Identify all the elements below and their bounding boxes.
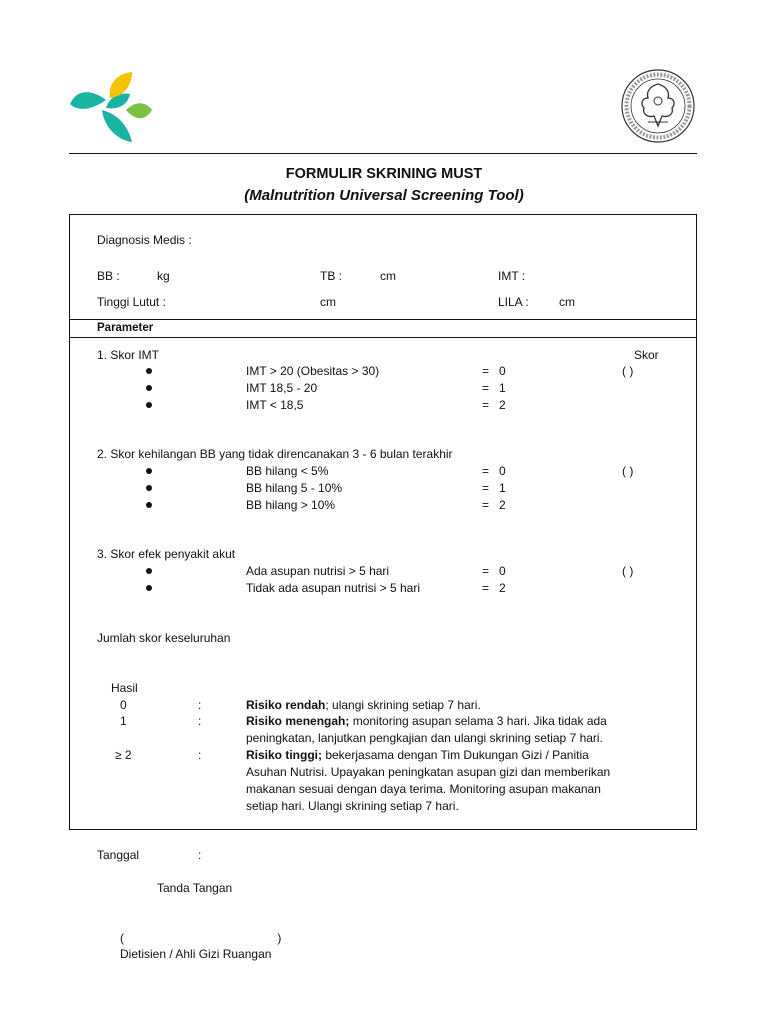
bullet-icon (146, 402, 152, 408)
criteria-label: Tidak ada asupan nutrisi > 5 hari (246, 581, 420, 595)
hasil-colon: : (198, 698, 202, 712)
equals-sign: = (482, 564, 490, 578)
criteria-value: 1 (499, 481, 506, 495)
parameter-rule-bottom (69, 337, 697, 338)
hasil-score: 1 (120, 714, 127, 728)
tinggi-lutut-unit: cm (320, 295, 336, 309)
logo-leaf-teal-center (106, 94, 130, 109)
criteria-value: 2 (499, 581, 506, 595)
diagnosis-label: Diagnosis Medis : (97, 233, 192, 247)
score-box: ( ) (622, 364, 634, 378)
lila-label: LILA : (498, 295, 529, 309)
tb-unit: cm (380, 269, 396, 283)
criteria-value: 0 (499, 364, 506, 378)
bb-label: BB : (97, 269, 120, 283)
bullet-icon (146, 568, 152, 574)
criteria-label: BB hilang 5 - 10% (246, 481, 343, 495)
hasil-colon: : (198, 748, 202, 762)
form-title: FORMULIR SKRINING MUST (285, 166, 483, 182)
criteria-label: Ada asupan nutrisi > 5 hari (246, 564, 390, 578)
bullet-icon (146, 502, 152, 508)
hasil-colon: : (198, 714, 202, 728)
tanggal-colon: : (198, 848, 202, 862)
hasil-description (246, 713, 641, 747)
bullet-icon (146, 585, 152, 591)
risk-text: monitoring asupan selama 3 hari. Jika tidak ada peningkatan, lanjutkan pengkajian dan ulangi skrining setiap 7 hari. (246, 714, 607, 745)
criteria-label: IMT > 20 (Obesitas > 30) (246, 364, 380, 378)
risk-text: ; ulangi skrining setiap 7 hari. (325, 698, 481, 712)
section-title: 2. Skor kehilangan BB yang tidak direncanakan 3 - 6 bulan terakhir (97, 447, 453, 461)
skor-heading: Skor (634, 348, 659, 362)
risk-level: Risiko tinggi; (246, 748, 322, 762)
criteria-value: 1 (499, 381, 506, 395)
criteria-label: BB hilang < 5% (246, 464, 329, 478)
parameter-rule-top (69, 319, 697, 320)
bb-unit: kg (157, 269, 170, 283)
ministry-seal (620, 68, 696, 144)
hasil-score: ≥ 2 (115, 748, 132, 762)
form-subtitle: (Malnutrition Universal Screening Tool) (244, 187, 524, 204)
logo-leaf-teal-bottom (102, 110, 132, 142)
bullet-icon (146, 368, 152, 374)
risk-text: bekerjasama dengan Tim Dukungan Gizi / Panitia Asuhan Nutrisi. Upayakan peningkatan asupan gizi dan memberikan makanan sesuai dengan daya terima. Monitoring asupan makanan setiap hari. Ulangi skrining setiap 7 hari. (246, 748, 611, 813)
bullet-icon (146, 385, 152, 391)
criteria-value: 0 (499, 564, 506, 578)
criteria-label: BB hilang > 10% (246, 498, 336, 512)
hasil-description (246, 747, 631, 815)
tb-label: TB : (320, 269, 343, 283)
score-box: ( ) (622, 464, 634, 478)
kemenkes-logo (70, 70, 152, 144)
equals-sign: = (482, 481, 490, 495)
hasil-description (246, 697, 646, 714)
hasil-label: Hasil (111, 681, 138, 695)
score-box: ( ) (622, 564, 634, 578)
imt-label: IMT : (498, 269, 526, 283)
bullet-icon (146, 468, 152, 474)
header-rule (69, 153, 697, 154)
equals-sign: = (482, 364, 490, 378)
criteria-value: 0 (499, 464, 506, 478)
criteria-value: 2 (499, 398, 506, 412)
equals-sign: = (482, 464, 490, 478)
logo-leaf-green (126, 103, 152, 118)
hasil-score: 0 (120, 698, 127, 712)
tanggal-label: Tanggal (97, 848, 140, 862)
risk-level: Risiko menengah; (246, 714, 350, 728)
lila-unit: cm (559, 295, 575, 309)
total-score-label: Jumlah skor keseluruhan (97, 631, 231, 645)
equals-sign: = (482, 381, 490, 395)
criteria-value: 2 (499, 498, 506, 512)
tinggi-lutut-label: Tinggi Lutut : (97, 295, 166, 309)
section-title: 3. Skor efek penyakit akut (97, 547, 236, 561)
parameter-heading: Parameter (97, 322, 154, 334)
section-title: 1. Skor IMT (97, 348, 160, 362)
logo-leaf-teal-top (70, 92, 106, 109)
signature-line: ( ) (120, 931, 282, 945)
signature-label: Tanda Tangan (157, 881, 233, 895)
risk-level: Risiko rendah (246, 698, 326, 712)
criteria-label: IMT < 18,5 (246, 398, 304, 412)
equals-sign: = (482, 398, 490, 412)
equals-sign: = (482, 581, 490, 595)
bullet-icon (146, 485, 152, 491)
signer-role: Dietisien / Ahli Gizi Ruangan (120, 947, 272, 961)
criteria-label: IMT 18,5 - 20 (246, 381, 318, 395)
equals-sign: = (482, 498, 490, 512)
